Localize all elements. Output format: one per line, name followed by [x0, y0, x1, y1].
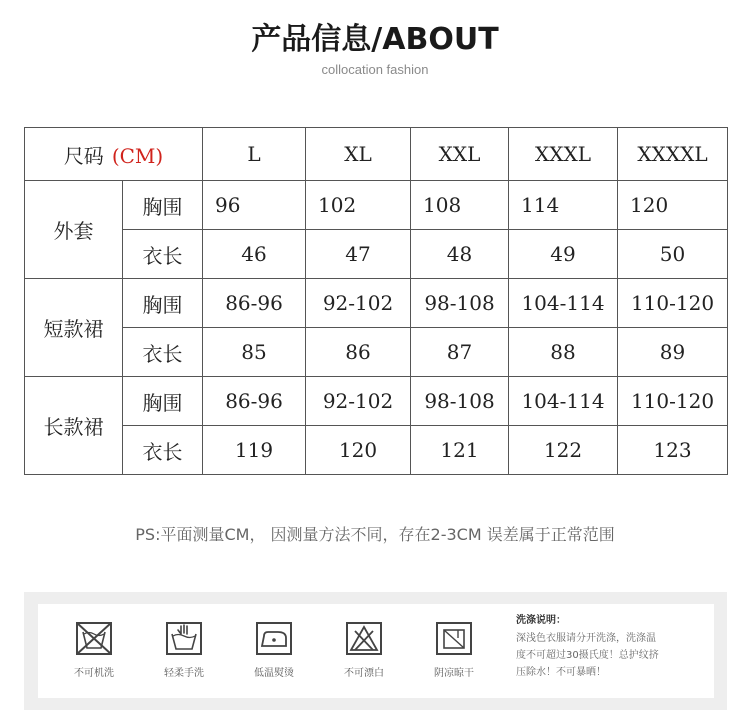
table-cell: 104-114 — [509, 279, 618, 328]
gentle-hand-wash-icon — [164, 618, 204, 658]
care-instructions-title: 洗涤说明： — [516, 615, 566, 626]
table-cell: 48 — [411, 230, 509, 279]
care-instructions-line: 深浅色衣服请分开洗涤，洗涤温 — [516, 633, 656, 644]
table-cell: 120 — [306, 426, 411, 475]
table-cell: 50 — [618, 230, 728, 279]
care-panel — [24, 592, 727, 710]
table-row — [25, 230, 728, 279]
care-label: 低温熨烫 — [254, 668, 294, 679]
size-corner-label: 尺码 — [63, 143, 104, 168]
table-cell: 49 — [509, 230, 618, 279]
table-cell: 96 — [203, 181, 306, 230]
care-label: 轻柔手洗 — [164, 668, 204, 679]
row-label: 衣长 — [123, 426, 203, 475]
no-bleach-icon — [344, 618, 384, 658]
row-label: 衣长 — [123, 328, 203, 377]
care-symbol — [244, 618, 304, 698]
table-cell: 104-114 — [509, 377, 618, 426]
page-subtitle: collocation fashion — [321, 62, 429, 77]
care-label: 不可漂白 — [344, 668, 384, 679]
group-label-coat: 外套 — [25, 181, 123, 279]
table-row — [25, 426, 728, 475]
row-label: 胸围 — [123, 377, 203, 426]
page-title: 产品信息/ABOUT — [251, 22, 499, 57]
size-header-xxl: XXL — [411, 128, 509, 181]
table-cell: 110-120 — [618, 279, 728, 328]
table-cell: 86 — [306, 328, 411, 377]
no-machine-wash-icon — [74, 618, 114, 658]
care-symbol — [334, 618, 394, 698]
table-row — [25, 328, 728, 377]
table-cell: 121 — [411, 426, 509, 475]
size-header-xl: XL — [306, 128, 411, 181]
table-cell: 120 — [618, 181, 728, 230]
care-symbol — [64, 618, 124, 698]
care-instructions — [516, 612, 708, 681]
low-temp-iron-icon — [254, 618, 294, 658]
table-cell: 85 — [203, 328, 306, 377]
table-cell: 92-102 — [306, 279, 411, 328]
care-symbol — [424, 618, 484, 698]
care-instructions-line: 压除水！不可暴晒！ — [516, 667, 606, 678]
table-cell: 108 — [411, 181, 509, 230]
size-table — [24, 127, 728, 475]
care-symbol — [154, 618, 214, 698]
table-cell: 119 — [203, 426, 306, 475]
size-header-xxxl: XXXL — [509, 128, 618, 181]
size-unit-label: (CM) — [111, 143, 164, 168]
row-label: 衣长 — [123, 230, 203, 279]
measurement-note: PS:平面测量CM， 因测量方法不同，存在2-3CM 误差属于正常范围 — [135, 525, 615, 544]
care-inner — [38, 604, 714, 698]
table-cell: 88 — [509, 328, 618, 377]
table-cell: 102 — [306, 181, 411, 230]
group-label-short-skirt: 短款裙 — [25, 279, 123, 377]
table-cell: 89 — [618, 328, 728, 377]
table-row — [25, 377, 728, 426]
group-label-long-skirt: 长款裙 — [25, 377, 123, 475]
row-label: 胸围 — [123, 181, 203, 230]
table-cell: 86-96 — [203, 377, 306, 426]
table-cell: 98-108 — [411, 377, 509, 426]
table-cell: 122 — [509, 426, 618, 475]
size-header-row — [25, 128, 728, 181]
size-header-xxxxl: XXXXL — [618, 128, 728, 181]
care-label: 阴凉晾干 — [434, 668, 474, 679]
table-cell: 86-96 — [203, 279, 306, 328]
table-cell: 87 — [411, 328, 509, 377]
size-header-l: L — [203, 128, 306, 181]
care-instructions-line: 度不可超过30摄氏度！总护纹挤 — [516, 650, 659, 661]
table-row — [25, 181, 728, 230]
table-cell: 46 — [203, 230, 306, 279]
table-cell: 110-120 — [618, 377, 728, 426]
table-row — [25, 279, 728, 328]
row-label: 胸围 — [123, 279, 203, 328]
care-label: 不可机洗 — [74, 668, 114, 679]
table-cell: 47 — [306, 230, 411, 279]
table-cell: 114 — [509, 181, 618, 230]
size-corner-cell — [25, 128, 203, 181]
table-cell: 123 — [618, 426, 728, 475]
shade-dry-icon — [434, 618, 474, 658]
table-cell: 98-108 — [411, 279, 509, 328]
table-cell: 92-102 — [306, 377, 411, 426]
